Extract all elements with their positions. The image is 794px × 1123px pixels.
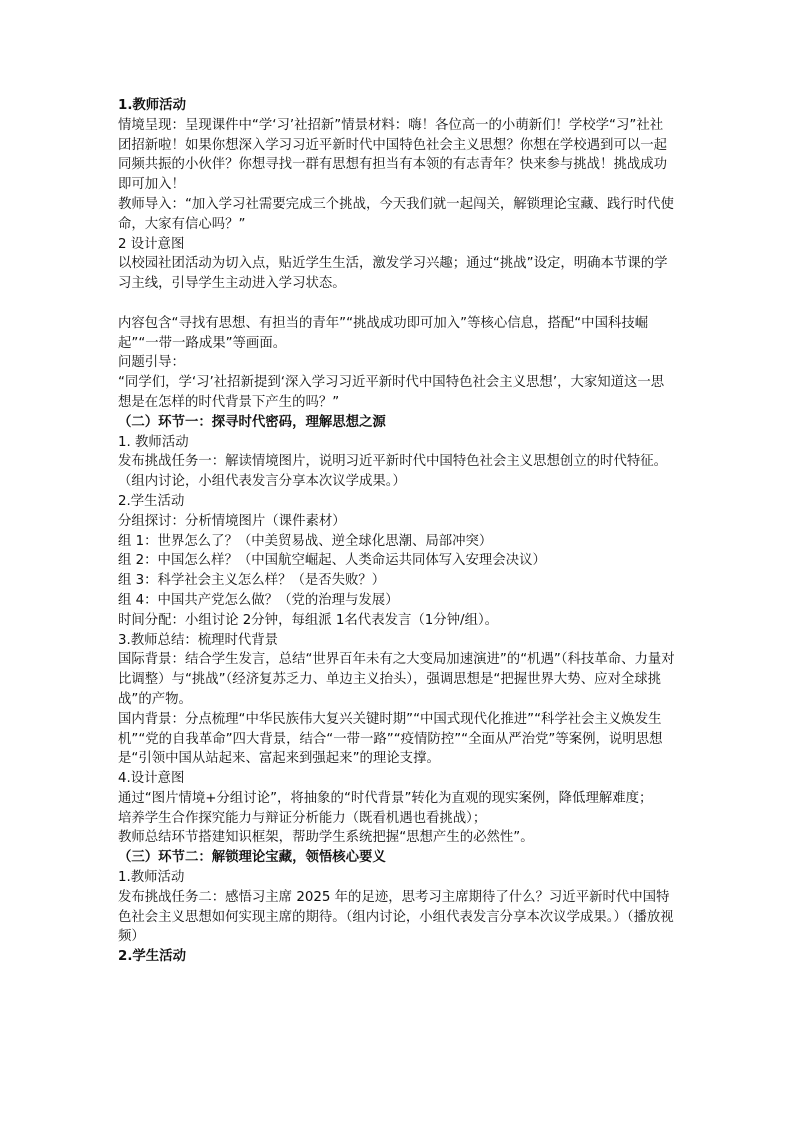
paragraph-intent-2: 培养学生合作探究能力与辩证分析能力（既看机遇也看挑战）；	[118, 810, 487, 826]
paragraph-intent-1: 通过“图片情境+分组讨论”，将抽象的“时代背景”转化为直观的现实案例，降低理解难度；	[118, 790, 653, 806]
paragraph-domestic: 国内背景：分点梳理“中华民族伟大复兴关键时期”“中国式现代化推进”“科学社会主义焕发生机”“党的自我革命”四大背景，结合“一带一路”“疫情防控”“全面从严治党”等案例，说明思想是“引领中国从站起来、富起来到强起来”的理论支撑。	[118, 711, 663, 767]
section-heading-2: （二）环节一：探寻时代密码，理解思想之源	[118, 414, 386, 430]
paragraph-time: 时间分配：小组讨论 2分钟，每组派 1名代表发言（1分钟/组）。	[118, 612, 499, 628]
paragraph-task-1: 发布挑战任务一：解读情境图片，说明习近平新时代中国特色社会主义思想创立的时代特征。（组内讨论，小组代表发言分享本次议学成果。）	[118, 454, 668, 490]
paragraph-group-discuss: 分组探讨：分析情境图片（课件素材）	[118, 513, 346, 529]
heading-student-activity: 2.学生活动	[118, 493, 185, 509]
heading-teacher-activity-3: 1.教师活动	[118, 870, 185, 886]
paragraph-international: 国际背景：结合学生发言，总结“世界百年未有之大变局加速演进”的“机遇”（科技革命、力量对比调整）与“挑战”（经济复苏乏力、单边主义抬头），强调思想是“把握世界大势、应对全球挑战”的产物。	[118, 652, 675, 707]
paragraph-design-intent: 以校园社团活动为切入点，贴近学生生活，激发学习兴趣；通过“挑战”设定，明确本节课的学习主线，引导学生主动进入学习状态。	[118, 256, 668, 292]
section-heading-3: （三）环节二：解锁理论宝藏，领悟核心要义	[118, 850, 386, 866]
group-1: 组 1：世界怎么了？（中美贸易战、逆全球化思潮、局部冲突）	[118, 533, 493, 549]
heading-student-activity-2: 2.学生活动	[118, 949, 186, 965]
paragraph-question: “同学们，学‘习’社招新提到‘深入学习习近平新时代中国特色社会主义思想’，大家知道这一思想是在怎样的时代背景下产生的吗？”	[118, 375, 665, 410]
group-3: 组 3：科学社会主义怎么样？（是否失败？）	[118, 573, 386, 589]
paragraph-teacher-intro: 教师导入：“加入学习社需要完成三个挑战，今天我们就一起闯关，解锁理论宝藏、践行时代使命，大家有信心吗？”	[118, 196, 674, 232]
paragraph-task-2: 发布挑战任务二：感悟习主席 2025 年的足迹，思考习主席期待了什么？习近平新时代中国特色社会主义思想如何实现主席的期待。（组内讨论，小组代表发言分享本次议学成果。）（播放视频）	[118, 889, 674, 945]
paragraph-situation: 情境呈现：呈现课件中“学‘习’社招新”情景材料：嗨！各位高一的小萌新们！学校学“习”社社团招新啦！如果你想深入学习习近平新时代中国特色社会主义思想？你想在学校遇到可以一起同频共振的小伙伴？你想寻找一群有思想有担当有本领的有志青年？快来参与挑战！挑战成功即可加入！	[118, 117, 668, 193]
heading-design-intent: 2 设计意图	[118, 236, 185, 252]
blank-line	[118, 294, 676, 314]
heading-teacher-activity: 1.教师活动	[118, 98, 186, 113]
group-4: 组 4：中国共产党怎么做？（党的治理与发展）	[118, 592, 399, 608]
heading-teacher-summary: 3.教师总结：梳理时代背景	[118, 632, 279, 648]
paragraph-content: 内容包含“寻找有思想、有担当的青年”“挑战成功即可加入”等核心信息，搭配“中国科技崛起”“一带一路成果”等画面。	[118, 315, 649, 351]
heading-design-intent-2: 4.设计意图	[118, 771, 185, 787]
heading-teacher-activity-2: 1. 教师活动	[118, 434, 189, 450]
paragraph-intent-3: 教师总结环节搭建知识框架，帮助学生系统把握“思想产生的必然性”。	[118, 830, 534, 846]
heading-question-guide: 问题引导：	[118, 355, 185, 371]
group-2: 组 2：中国怎么样？（中国航空崛起、人类命运共同体写入安理会决议）	[118, 553, 546, 569]
